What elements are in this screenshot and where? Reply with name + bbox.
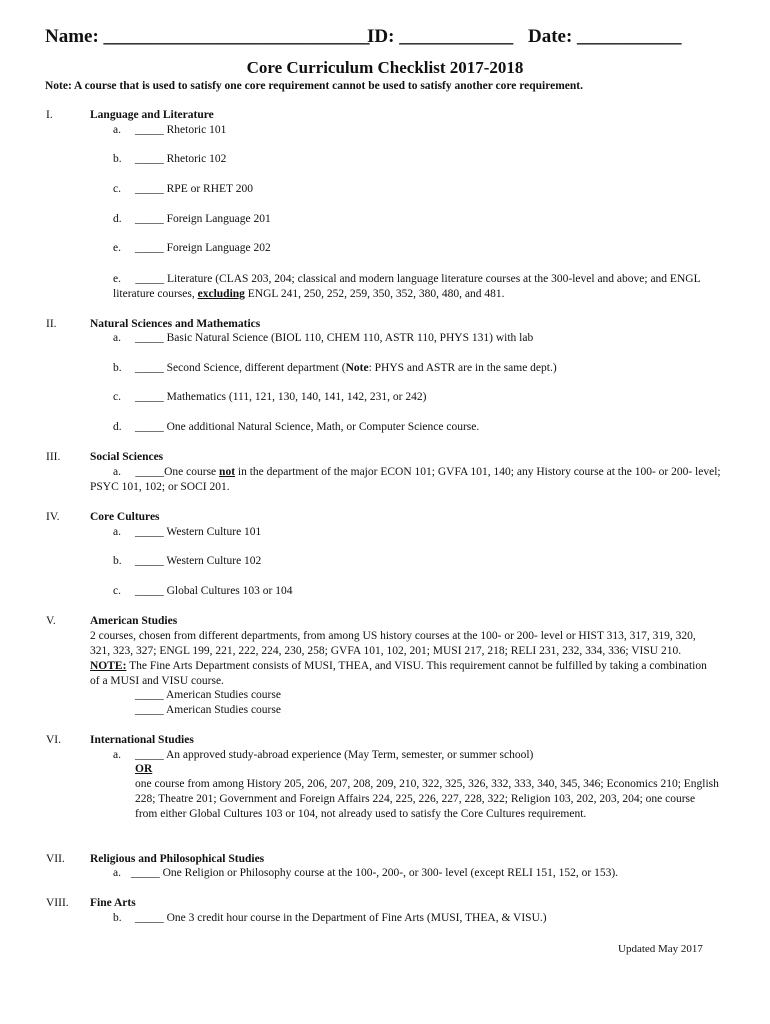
section-heading: Core Cultures [90,511,160,523]
checklist-item[interactable]: _____ One Religion or Philosophy course at the 100-, 200-, or 300- level (except RELI 151, 152, or 153). [131,867,619,879]
section-number: VIII. [46,897,69,909]
checklist-item[interactable] [135,361,557,376]
document-title: Core Curriculum Checklist 2017-2018 [246,58,524,77]
checklist-item[interactable]: _____ One 3 credit hour course in the Department of Fine Arts (MUSI, THEA, & VISU.) [135,912,547,924]
item-letter: a. [113,749,121,761]
section-heading: International Studies [90,734,194,746]
checklist-item[interactable]: _____ Foreign Language 202 [135,242,271,254]
item-letter: a. [113,867,121,879]
checklist-item[interactable]: _____ Western Culture 102 [135,555,262,567]
item-letter: b. [113,912,122,924]
item-letter: d. [113,213,122,225]
section-number: II. [46,318,57,330]
item-letter: e. [113,273,121,285]
emphasis-text: not [219,466,236,478]
checklist-item[interactable]: _____ Basic Natural Science (BIOL 110, CHEM 110, ASTR 110, PHYS 131) with lab [135,332,534,344]
section-heading: Language and Literature [90,109,214,121]
note-emphasis: NOTE: [90,660,127,672]
section-heading: American Studies [90,615,178,627]
checklist-item-literature[interactable] [113,272,728,302]
updated-date: Updated May 2017 [618,943,703,955]
item-text-end: : PHYS and ASTR are in the same dept.) [368,362,557,374]
checklist-item-social[interactable] [90,465,730,495]
note-emphasis: Note [345,362,369,374]
checklist-item[interactable]: _____ American Studies course [135,689,281,701]
item-letter: d. [113,421,122,433]
date-field-label[interactable]: Date: ___________ [528,26,682,47]
item-letter: b. [113,555,122,567]
item-letter: c. [113,391,121,403]
section-number: VII. [46,853,65,865]
item-text: _____ Second Science, different department ( [135,362,346,374]
literature-text-end: ENGL 241, 250, 252, 259, 350, 352, 380, 480, and 481. [244,288,505,300]
checklist-item[interactable]: _____ Global Cultures 103 or 104 [135,585,293,597]
description-text-end: The Fine Arts Department consists of MUSI, THEA, and VISU. This requirement cannot be fulfilled by taking a combination of a MUSI and VISU course. [90,660,707,687]
checklist-item[interactable]: _____ RPE or RHET 200 [135,183,253,195]
item-letter: a. [113,526,121,538]
item-letter: a. [113,466,121,478]
section-heading: Religious and Philosophical Studies [90,853,265,865]
description-text: 2 courses, chosen from different departments, from among US history courses at the 100- or 200- level or HIST 313, 317, 319, 320, 321, 323, 327; ENGL 199, 221, 222, 224, 230, 258; GVFA 101, 102, 201; MUSI 217, 218; RELI 231, 232, 334, 336; VISU 210. [90,630,696,657]
item-letter: b. [113,153,122,165]
section-number: III. [46,451,61,463]
section-number: I. [46,109,53,121]
item-letter: a. [113,124,121,136]
item-letter: e. [113,242,121,254]
section-number: VI. [46,734,62,746]
checklist-item[interactable]: _____ Western Culture 101 [135,526,262,538]
name-field-label[interactable]: Name: ____________________________ [45,26,370,47]
checklist-item[interactable]: _____ Mathematics (111, 121, 130, 140, 141, 142, 231, or 242) [135,391,427,403]
checklist-item[interactable]: _____ Rhetoric 102 [135,153,227,165]
item-text-end: in the department of the major ECON 101; GVFA 101, 140; any History course at the 100- or 200- level; PSYC 101, 102; or SOCI 201. [90,466,721,493]
or-label: OR [135,763,153,775]
note: Note: A course that is used to satisfy one core requirement cannot be used to satisfy another core requirement. [45,80,584,92]
item-letter: c. [113,585,121,597]
american-studies-description [90,629,715,689]
checklist-item[interactable]: _____ American Studies course [135,704,281,716]
checklist-item[interactable]: _____ One additional Natural Science, Math, or Computer Science course. [135,421,480,433]
item-letter: a. [113,332,121,344]
checklist-item[interactable]: _____ Foreign Language 201 [135,213,271,225]
item-text: _____One course [135,466,220,478]
checklist-item[interactable]: _____ Rhetoric 101 [135,124,227,136]
section-heading: Social Sciences [90,451,164,463]
section-heading: Natural Sciences and Mathematics [90,318,261,330]
alternative-option-text: one course from among History 205, 206, 207, 208, 209, 210, 322, 325, 326, 332, 333, 340, 345, 346; Economics 210; English 228; Theatre 201; Government and Foreign Affairs 224, 225, 226, 227, 228, 322; Religion 103, 202, 203, 204; one course from either Global Cultures 103 or 104, not already used to satisfy the Core Cultures requirement. [135,778,719,820]
item-letter: b. [113,362,122,374]
id-field-label[interactable]: ID: ____________ [367,26,514,47]
section-number: IV. [46,511,60,523]
item-letter: c. [113,183,121,195]
literature-text: _____ Literature (CLAS 203, 204; classical and modern language literature courses at the 300-level and above; and ENGL literature courses, [113,273,701,300]
checklist-item[interactable]: _____ An approved study-abroad experience (May Term, semester, or summer school) [135,749,534,761]
section-number: V. [46,615,56,627]
section-heading: Fine Arts [90,897,136,909]
emphasis-text: excluding [197,288,245,300]
